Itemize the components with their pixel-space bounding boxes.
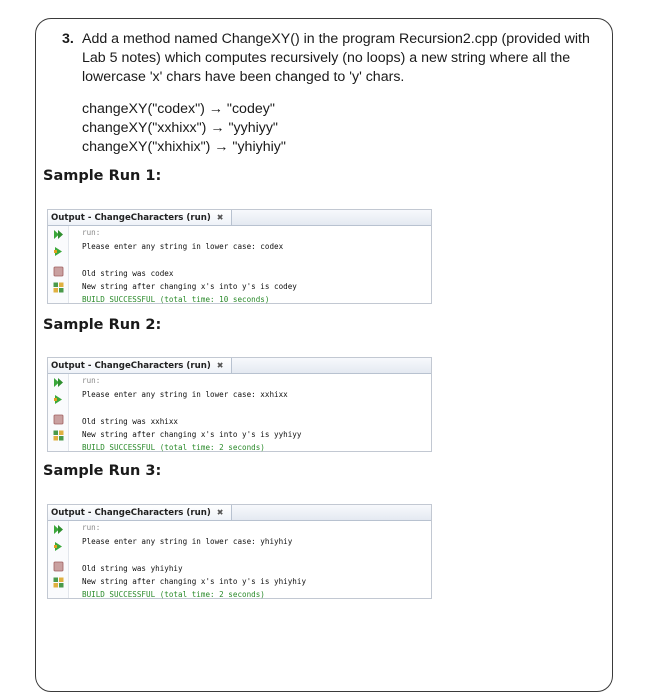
rerun-icon[interactable] — [53, 377, 64, 388]
console-line: New string after changing x's into y's is yyhiyy — [82, 430, 302, 439]
console-line: BUILD SUCCESSFUL (total time: 2 seconds) — [82, 443, 265, 452]
console-line: New string after changing x's into y's is yhiyhiy — [82, 577, 307, 586]
console-line: Old string was codex — [82, 269, 174, 278]
close-tab-icon[interactable]: ✖ — [216, 361, 224, 370]
close-tab-icon[interactable]: ✖ — [216, 508, 224, 517]
output-panel — [47, 357, 432, 452]
sample-run-heading: Sample Run 3: — [43, 463, 162, 479]
output-panel — [47, 504, 432, 599]
output-tab[interactable] — [48, 505, 232, 520]
properties-icon[interactable] — [53, 577, 64, 588]
console-line: Old string was xxhixx — [82, 417, 179, 426]
rerun-alt-icon[interactable] — [53, 246, 64, 257]
stop-icon[interactable] — [53, 266, 64, 277]
question-text: Add a method named ChangeXY() in the program Recursion2.cpp (provided with Lab 5 notes) which computes recursively (no loops) a new string where all the lowercase 'x' chars have been changed to 'y' chars. — [82, 31, 590, 85]
tab-bar — [48, 210, 431, 226]
console-line: run: — [82, 228, 101, 237]
output-tab[interactable] — [48, 358, 232, 373]
console-line: Old string was yhiyhiy — [82, 564, 183, 573]
output-tab-label: Output - ChangeCharacters (run) — [51, 508, 211, 518]
example-line: changeXY("codex") → "codey" — [82, 101, 275, 117]
examples — [82, 100, 286, 157]
rerun-icon[interactable] — [53, 229, 64, 240]
console-line: run: — [82, 523, 101, 532]
close-tab-icon[interactable]: ✖ — [216, 213, 224, 222]
console-line: Please enter any string in lower case: yhiyhiy — [82, 537, 293, 546]
rerun-icon[interactable] — [53, 524, 64, 535]
output-toolbar — [48, 226, 69, 303]
properties-icon[interactable] — [53, 282, 64, 293]
output-tab[interactable] — [48, 210, 232, 225]
example-line: changeXY("xhixhix") → "yhiyhiy" — [82, 139, 286, 155]
console-line: Please enter any string in lower case: xxhixx — [82, 390, 288, 399]
properties-icon[interactable] — [53, 430, 64, 441]
output-toolbar — [48, 521, 69, 598]
console-line: run: — [82, 376, 101, 385]
console-line: BUILD SUCCESSFUL (total time: 2 seconds) — [82, 590, 265, 599]
rerun-alt-icon[interactable] — [53, 541, 64, 552]
example-line: changeXY("xxhixx") → "yyhiyy" — [82, 120, 278, 136]
question — [62, 30, 592, 87]
stop-icon[interactable] — [53, 561, 64, 572]
stop-icon[interactable] — [53, 414, 64, 425]
output-tab-label: Output - ChangeCharacters (run) — [51, 361, 211, 371]
output-toolbar — [48, 374, 69, 451]
console-line: BUILD SUCCESSFUL (total time: 10 seconds) — [82, 295, 270, 304]
sample-run-heading: Sample Run 2: — [43, 317, 162, 333]
sample-run-heading: Sample Run 1: — [43, 168, 162, 184]
tab-bar — [48, 358, 431, 374]
question-number: 3. — [62, 31, 74, 47]
output-tab-label: Output - ChangeCharacters (run) — [51, 213, 211, 223]
rerun-alt-icon[interactable] — [53, 394, 64, 405]
console-line: New string after changing x's into y's is codey — [82, 282, 297, 291]
console-line: Please enter any string in lower case: codex — [82, 242, 284, 251]
tab-bar — [48, 505, 431, 521]
output-panel — [47, 209, 432, 304]
